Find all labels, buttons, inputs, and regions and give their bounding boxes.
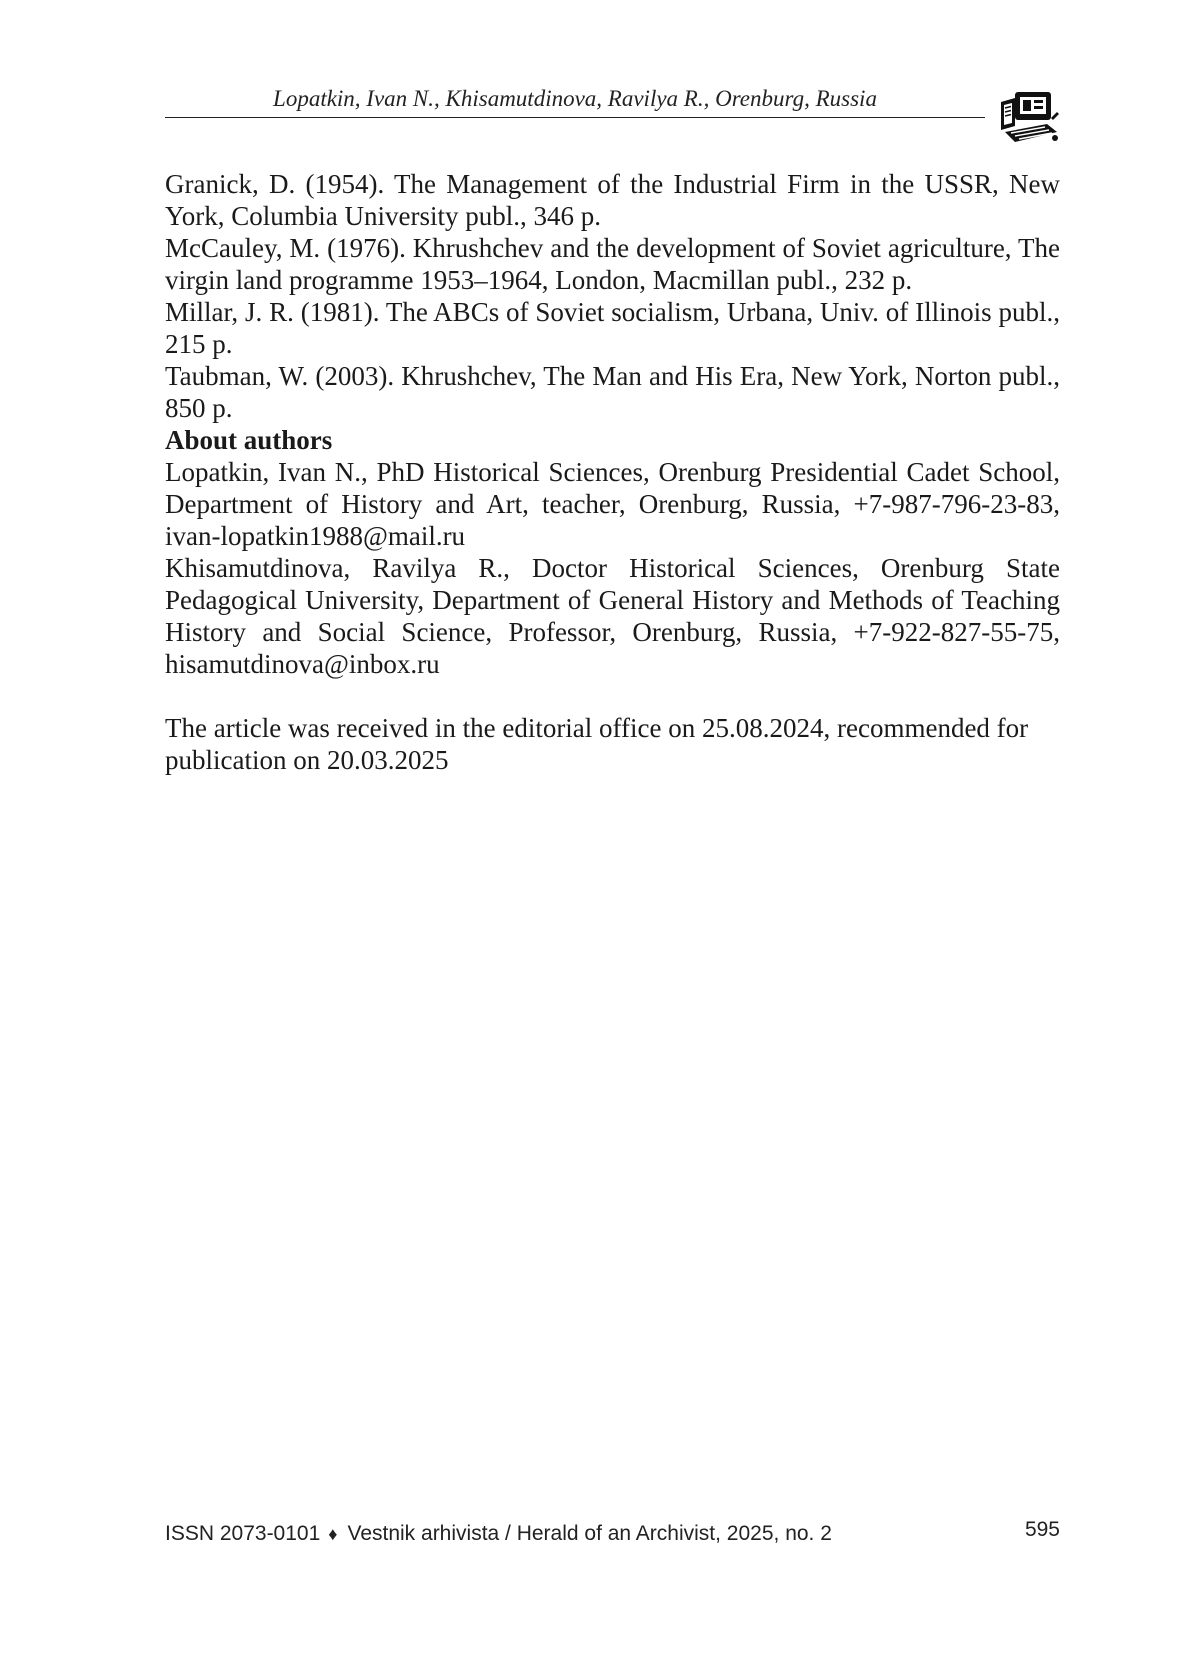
author-entry: Khisamutdinova, Ravilya R., Doctor Historical Sciences, Orenburg State Pedagogical University, Department of General History and Methods of Teaching History and Social Science, Professor, Orenburg, Russia, +7-922-827-55-75, hisamutdinova@inbox.ru: [165, 553, 1060, 679]
running-header: [165, 84, 985, 120]
footer-journal-title: Vestnik arhivista / Herald of an Archivist, 2025, no. 2: [347, 1522, 832, 1545]
page-number: 595: [1024, 1518, 1060, 1541]
diamond-separator-icon: ♦: [328, 1524, 338, 1544]
reference-entry: Taubman, W. (2003). Khrushchev, The Man and His Era, New York, Norton publ., 850 p.: [165, 361, 1060, 423]
header-rule: [165, 117, 985, 118]
received-note: The article was received in the editorial office on 25.08.2024, recommended for publication on 20.03.2025: [165, 713, 1029, 775]
page-footer: [165, 1518, 1060, 1550]
footer-journal-info: [165, 1518, 832, 1550]
reference-entry: Millar, J. R. (1981). The ABCs of Soviet socialism, Urbana, Univ. of Illinois publ., 215 p.: [165, 297, 1060, 359]
running-title: Lopatkin, Ivan N., Khisamutdinova, Ravilya R., Orenburg, Russia: [273, 86, 877, 111]
footer-issn: ISSN 2073-0101: [165, 1522, 321, 1545]
reference-entry: Granick, D. (1954). The Management of the Industrial Firm in the USSR, New York, Columbia University publ., 346 p.: [165, 169, 1060, 231]
page-content: [165, 168, 1060, 776]
computer-archivist-logo-icon: [995, 88, 1063, 146]
about-authors-heading: About authors: [165, 425, 333, 455]
reference-entry: McCauley, M. (1976). Khrushchev and the development of Soviet agriculture, The virgin land programme 1953–1964, London, Macmillan publ., 232 p.: [165, 233, 1060, 295]
spacer: [165, 680, 1060, 712]
author-entry: Lopatkin, Ivan N., PhD Historical Sciences, Orenburg Presidential Cadet School, Department of History and Art, teacher, Orenburg, Russia, +7-987-796-23-83, ivan-lopatkin1988@mail.ru: [165, 457, 1060, 551]
